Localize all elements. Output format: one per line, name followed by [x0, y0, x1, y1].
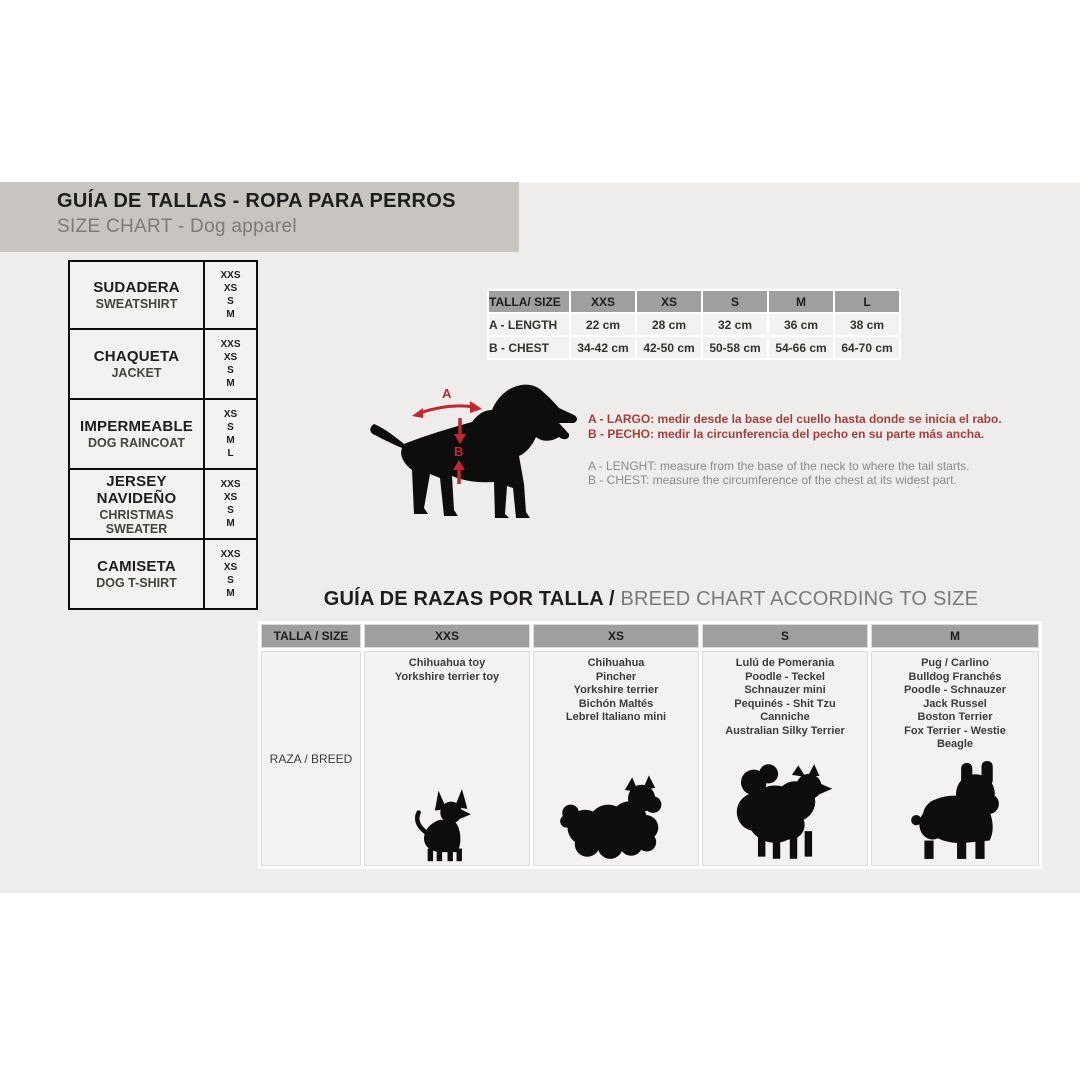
product-table	[68, 260, 258, 610]
dog-diagram-svg	[366, 384, 580, 524]
size-column-header: XXS	[571, 291, 635, 312]
breed-table-body-row	[261, 651, 1039, 866]
size-table-corner: TALLA/ SIZE	[489, 291, 569, 312]
breed-name: Canniche	[760, 711, 810, 723]
breed-name: Pincher	[595, 670, 637, 683]
content-canvas	[0, 183, 1080, 893]
size-column-header: XS	[637, 291, 701, 312]
breed-name: Australian Silky Terrier	[725, 724, 845, 737]
measurement-value: 36 cm	[769, 314, 833, 335]
chihuahua-silhouette-icon	[406, 789, 487, 863]
breed-list	[703, 652, 867, 738]
breed-name: Poodle - Teckel	[745, 670, 825, 683]
breed-list	[534, 652, 698, 725]
yorkshire-terrier-silhouette-icon	[556, 767, 676, 863]
measure-label-a: A	[442, 386, 452, 401]
pomeranian-silhouette-icon	[724, 759, 846, 863]
note-line-en: A - LENGHT: measure from the base of the neck to where the tail starts.	[588, 459, 970, 473]
breed-list	[365, 652, 529, 684]
product-name-en: DOG T-SHIRT	[96, 576, 177, 590]
breed-size-header: XXS	[364, 624, 530, 648]
breed-name: Chihuahua	[587, 657, 645, 669]
measure-label-b: B	[454, 444, 464, 459]
product-row	[68, 470, 258, 540]
breed-cell-m	[871, 651, 1039, 866]
breed-name: Yorkshire terrier toy	[394, 670, 500, 683]
product-sizes: XXS XS S M	[220, 270, 241, 320]
size-table	[487, 289, 901, 360]
size-table-row	[489, 314, 899, 335]
breed-size-header: XS	[533, 624, 699, 648]
measure-notes-es	[588, 412, 1002, 441]
breed-name: Lebrel Italiano mini	[565, 711, 667, 723]
breed-heading-es: GUÍA DE RAZAS POR TALLA /	[323, 588, 621, 610]
breed-cell-xxs	[364, 651, 530, 866]
breed-name: Lulú de Pomerania	[735, 657, 835, 669]
breed-cell-s	[702, 651, 868, 866]
product-sizes: XXS XS S M	[220, 339, 241, 389]
product-row	[68, 400, 258, 470]
product-name-en: CHRISTMAS SWEATER	[99, 507, 174, 536]
breed-heading-en: BREED CHART ACCORDING TO SIZE	[620, 588, 979, 610]
product-name-es: IMPERMEABLE	[79, 418, 194, 435]
product-name-en: DOG RAINCOAT	[88, 436, 185, 450]
dog-measurement-diagram	[366, 384, 580, 524]
title-bar	[0, 182, 519, 252]
breed-name: Schnauzer mini	[744, 684, 826, 696]
product-sizes: XXS XS S M	[220, 479, 241, 529]
measurement-value: 64-70 cm	[835, 337, 899, 358]
breed-table-corner: TALLA / SIZE	[261, 624, 361, 648]
note-line-es: A - LARGO: medir desde la base del cuello hasta donde se inicia el rabo.	[588, 412, 1002, 426]
product-name-es: JERSEY NAVIDEÑO	[96, 472, 177, 507]
breed-row-label: RAZA / BREED	[261, 651, 361, 866]
size-column-header: L	[835, 291, 899, 312]
size-column-header: M	[769, 291, 833, 312]
product-row	[68, 540, 258, 610]
product-name-es: CAMISETA	[97, 558, 176, 575]
breed-name: Fox Terrier - Westie	[904, 724, 1006, 737]
breed-name: Bulldog Franchés	[908, 670, 1002, 683]
breed-cell-xs	[533, 651, 699, 866]
page-title-es: GUÍA DE TALLAS - ROPA PARA PERROS	[57, 190, 456, 212]
measure-notes-en	[588, 459, 970, 487]
measurement-value: 28 cm	[637, 314, 701, 335]
breed-name: Beagle	[936, 738, 974, 750]
measure-arrow-a	[412, 401, 482, 418]
breed-name: Poodle - Schnauzer	[903, 684, 1007, 696]
measurement-value: 38 cm	[835, 314, 899, 335]
breed-name: Bichón Maltés	[578, 697, 654, 710]
measurement-value: 50-58 cm	[703, 337, 767, 358]
product-name-en: SWEATSHIRT	[95, 297, 178, 311]
breed-table-header-row	[261, 624, 1039, 648]
measurement-value: 54-66 cm	[769, 337, 833, 358]
breed-list	[872, 652, 1038, 752]
breed-size-header: S	[702, 624, 868, 648]
size-column-header: S	[703, 291, 767, 312]
breed-chart-heading	[258, 588, 1044, 611]
product-row	[68, 260, 258, 330]
breed-name: Chihuahua toy	[408, 657, 486, 669]
note-line-en: B - CHEST: measure the circumference of the chest at its widest part.	[588, 473, 957, 487]
measurement-value: 42-50 cm	[637, 337, 701, 358]
breed-size-header: M	[871, 624, 1039, 648]
measurement-value: 32 cm	[703, 314, 767, 335]
measurement-label: A - LENGTH	[489, 314, 569, 335]
size-table-row	[489, 337, 899, 358]
product-sizes: XXS XS S M	[220, 549, 241, 599]
measurement-value: 22 cm	[571, 314, 635, 335]
note-line-es: B - PECHO: medir la circunferencia del pecho en su parte más ancha.	[588, 426, 985, 441]
french-bulldog-silhouette-icon	[904, 761, 1006, 863]
size-table-header-row	[489, 291, 899, 312]
product-name-es: CHAQUETA	[93, 348, 180, 365]
breed-name: Pequinés - Shit Tzu	[734, 697, 836, 710]
product-name-es: SUDADERA	[93, 279, 180, 296]
breed-name: Pug / Carlino	[921, 657, 989, 669]
breed-table	[258, 621, 1042, 869]
measurement-label: B - CHEST	[489, 337, 569, 358]
breed-name: Boston Terrier	[917, 711, 993, 723]
product-row	[68, 330, 258, 400]
breed-name: Yorkshire terrier	[573, 684, 659, 696]
product-sizes: XS S M L	[223, 409, 238, 459]
page-title-en: SIZE CHART - Dog apparel	[57, 216, 297, 237]
breed-name: Jack Russel	[923, 697, 987, 710]
measurement-value: 34-42 cm	[571, 337, 635, 358]
product-name-en: JACKET	[111, 366, 162, 380]
